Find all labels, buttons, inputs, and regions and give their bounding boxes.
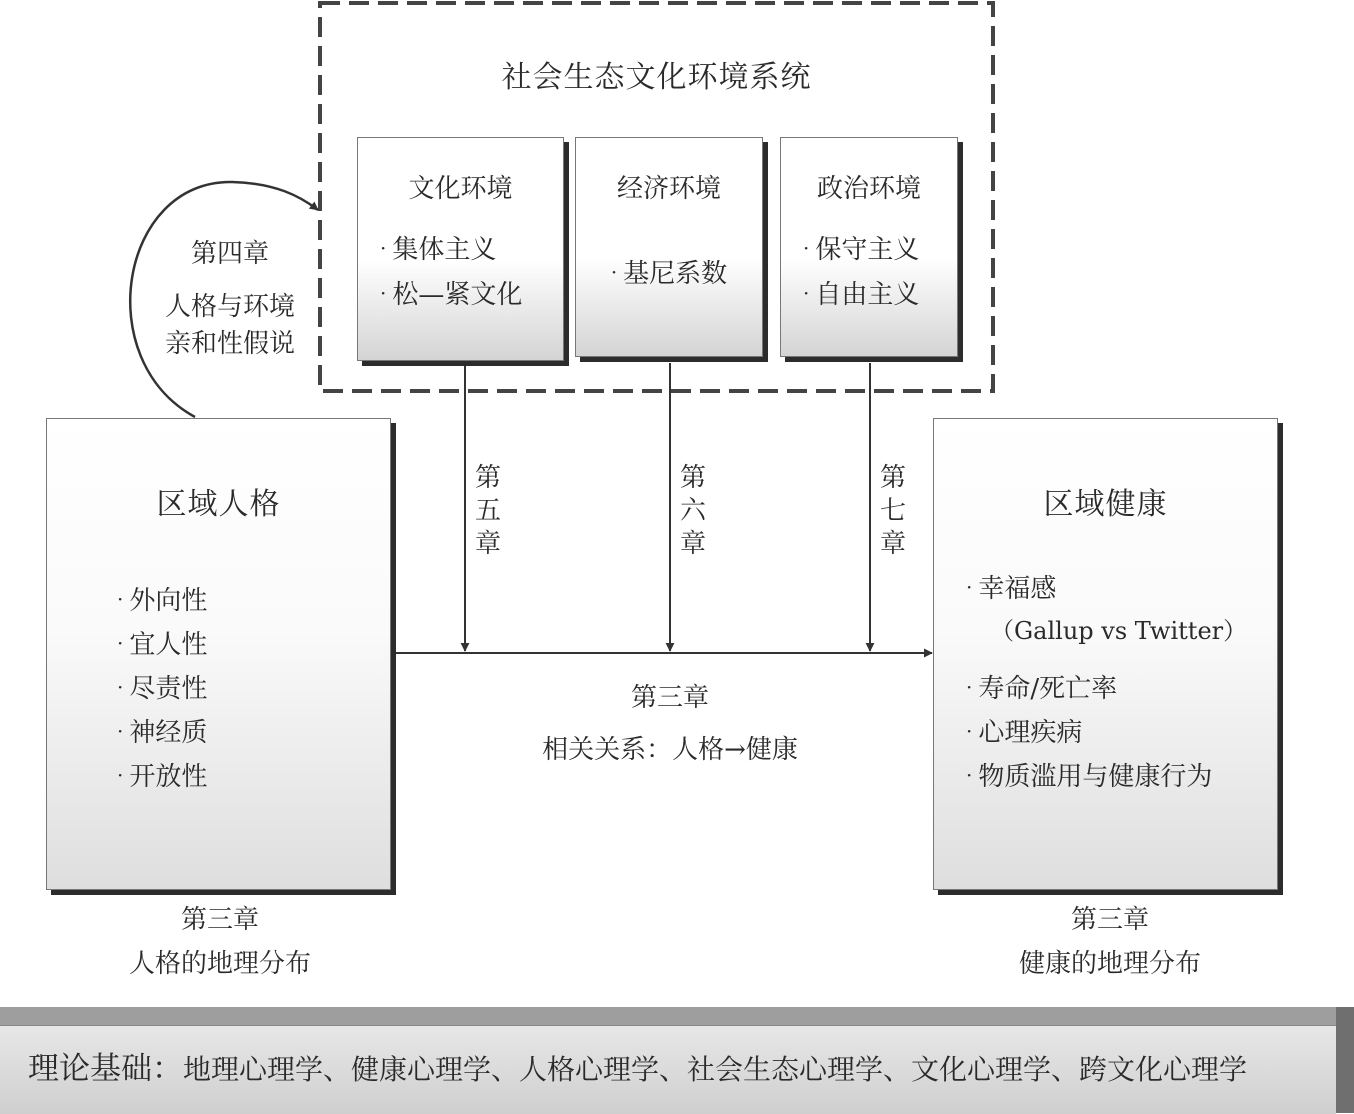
chapter5-vertical-label: 第 五 章 xyxy=(474,463,501,559)
foundation-fields: 地理心理学、健康心理学、人格心理学、社会生态心理学、文化心理学、跨文化心理学 xyxy=(183,1053,1248,1086)
personality-caption-text: 人格的地理分布 xyxy=(128,949,311,979)
list-item: · 寿命/死亡率 xyxy=(966,674,1118,704)
personality-caption xyxy=(70,898,370,986)
relation-text: 相关关系：人格→健康 xyxy=(542,735,798,765)
chapter4-line1: 人格与环境 xyxy=(164,292,295,322)
economic-environment-box xyxy=(575,137,763,357)
health-caption-text: 健康的地理分布 xyxy=(1018,949,1201,979)
list-item: · 幸福感 xyxy=(966,574,1057,604)
list-item: · 物质滥用与健康行为 xyxy=(966,762,1213,792)
regional-personality-title: 区域人格 xyxy=(156,487,281,522)
regional-health-box xyxy=(933,418,1278,890)
chapter7-vertical-label: 第 七 章 xyxy=(879,463,906,559)
list-item: · 尽责性 xyxy=(117,674,208,704)
list-item: · 神经质 xyxy=(117,718,208,748)
foundation-bar-side xyxy=(1336,1007,1354,1113)
list-item: · 外向性 xyxy=(117,586,208,616)
list-item: · 基尼系数 xyxy=(610,259,728,289)
chapter4-chapter: 第四章 xyxy=(190,239,269,269)
regional-personality-box xyxy=(46,418,391,890)
relation-chapter: 第三章 xyxy=(630,683,709,713)
list-item: · 开放性 xyxy=(117,762,208,792)
list-item: · 保守主义 xyxy=(803,235,920,265)
economic-environment-title: 经济环境 xyxy=(616,174,721,204)
regional-health-title: 区域健康 xyxy=(1043,487,1168,522)
list-item: · 宜人性 xyxy=(117,630,208,660)
foundation-bar-top xyxy=(0,1007,1354,1025)
political-environment-title: 政治环境 xyxy=(816,174,921,204)
health-caption-chapter: 第三章 xyxy=(1070,905,1149,935)
list-item: · 心理疾病 xyxy=(966,718,1083,748)
chapter4-line2: 亲和性假说 xyxy=(164,329,295,359)
foundation-label: 理论基础： xyxy=(28,1051,183,1087)
cultural-environment-title: 文化环境 xyxy=(408,174,513,204)
chapter6-vertical-label: 第 六 章 xyxy=(679,463,706,559)
list-item: · 集体主义 xyxy=(380,235,497,265)
list-item: · 松—紧文化 xyxy=(380,280,523,310)
cultural-environment-box xyxy=(357,137,564,361)
list-item: · 自由主义 xyxy=(803,280,920,310)
system-title: 社会生态文化环境系统 xyxy=(501,60,812,95)
list-item: （Gallup vs Twitter） xyxy=(990,617,1248,645)
health-caption xyxy=(955,898,1265,986)
personality-caption-chapter: 第三章 xyxy=(180,905,259,935)
foundation-text xyxy=(28,1025,1247,1113)
political-environment-box xyxy=(780,137,958,357)
relation-caption xyxy=(470,672,870,776)
chapter4-label xyxy=(140,236,320,363)
